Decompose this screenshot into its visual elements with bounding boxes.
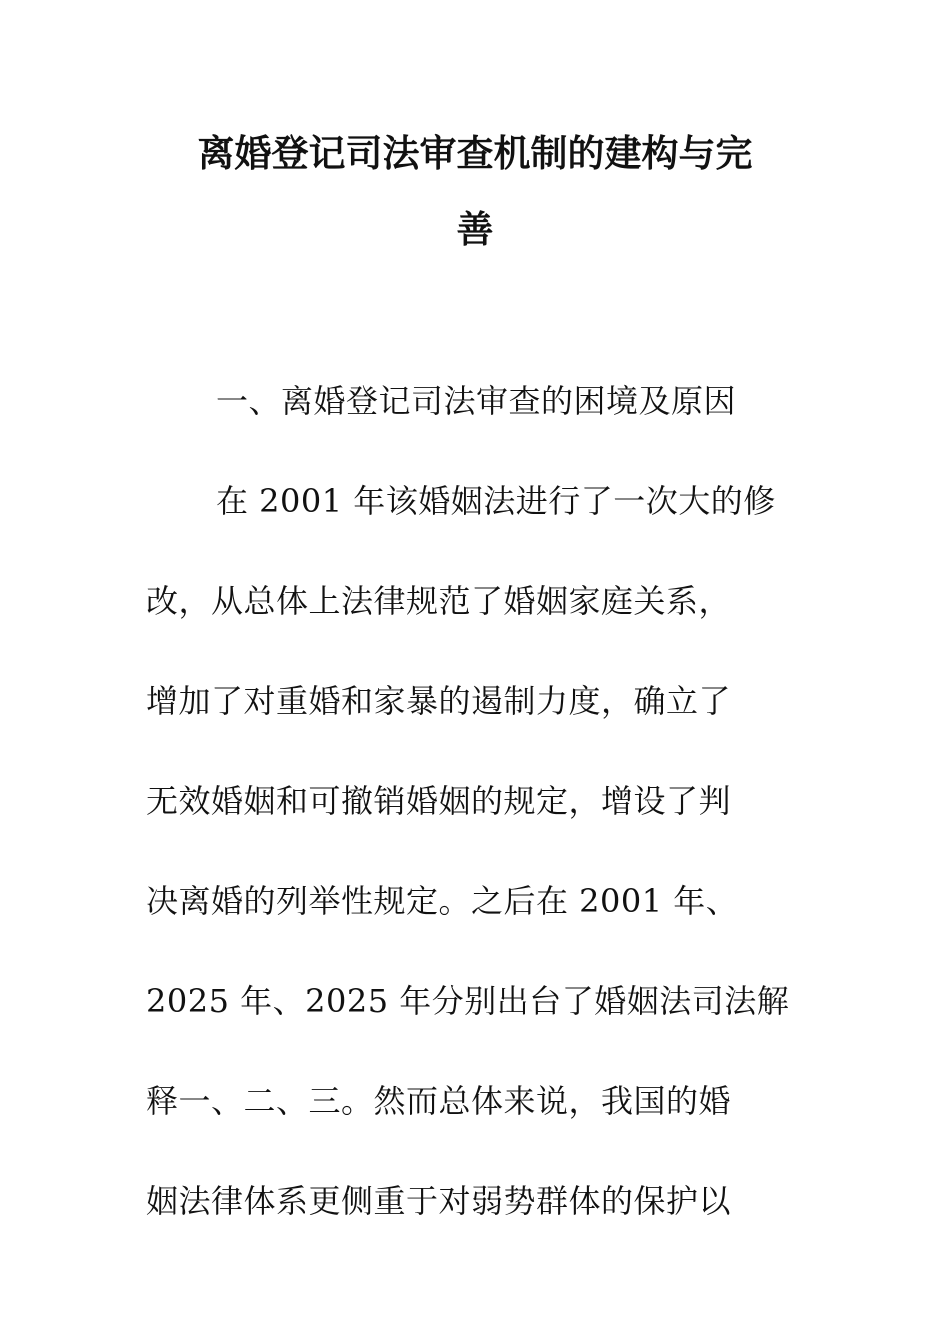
paragraph-line: 增加了对重婚和家暴的遏制力度，确立了 [146,682,732,720]
paragraph-line: 姻法律体系更侧重于对弱势群体的保护以 [146,1182,732,1220]
paragraph-line: 2025 年、2025 年分别出台了婚姻法司法解 [146,982,790,1020]
paragraph-line: 无效婚姻和可撤销婚姻的规定，增设了判 [146,782,732,820]
paragraph-line: 决离婚的列举性规定。之后在 2001 年、 [146,882,739,920]
paragraph-line: 改，从总体上法律规范了婚姻家庭关系， [146,582,732,620]
document-title-line-1: 离婚登记司法审查机制的建构与完 [197,132,753,175]
paragraph-line: 在 2001 年该婚姻法进行了一次大的修 [216,482,776,520]
document-title-line-2: 善 [456,208,494,251]
paragraph-line: 释一、二、三。然而总体来说，我国的婚 [146,1082,732,1120]
section-heading: 一、离婚登记司法审查的困境及原因 [216,382,737,420]
